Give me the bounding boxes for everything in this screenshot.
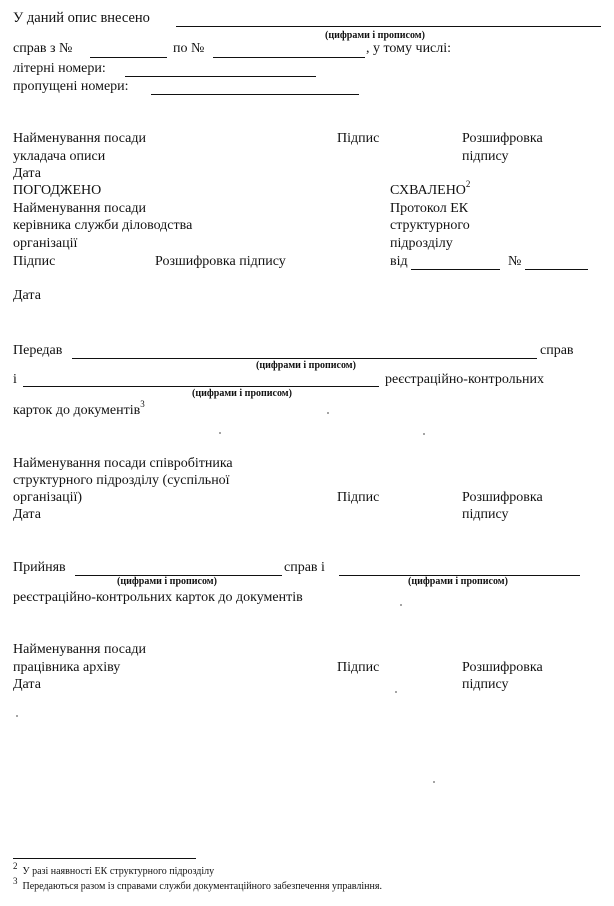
scan-speck (16, 715, 18, 717)
scan-speck (423, 433, 425, 435)
archivist-decoding2: підпису (462, 677, 509, 692)
approved-title-text: СХВАЛЕНО (390, 183, 466, 198)
accepted-caption2: (цифрами і прописом) (408, 576, 508, 587)
intro-caption: (цифрами і прописом) (325, 30, 425, 41)
scan-speck (327, 412, 329, 414)
agreed-title: ПОГОДЖЕНО (13, 183, 102, 198)
accepted-label: Прийняв (13, 560, 66, 575)
approved-title (390, 179, 471, 199)
passed-cases-label: справ (540, 343, 574, 358)
archivist-signature: Підпис (337, 660, 380, 675)
agreed-signature: Підпис (13, 254, 56, 269)
agreed-date: Дата (13, 288, 41, 303)
footnote-3-text: Передаються разом із справами служби документаційного забезпечення управління. (22, 881, 382, 892)
approved-from-label: від (390, 254, 408, 269)
missing-numbers-label: пропущені номери: (13, 79, 129, 94)
cards-line (13, 399, 145, 419)
scan-speck (219, 432, 221, 434)
accepted-cases-and: справ і (284, 560, 325, 575)
archivist-line2: працівника архіву (13, 660, 121, 675)
accepted-caption1: (цифрами і прописом) (117, 576, 217, 587)
employee-line1: Найменування посади співробітника (13, 456, 233, 471)
archivist-decoding: Розшифровка (462, 660, 543, 675)
cards-line-text: карток до документів (13, 403, 141, 418)
cases-to-label: по № (173, 41, 205, 56)
employee-decoding: Розшифровка (462, 490, 543, 505)
cards-caption: (цифрами і прописом) (192, 388, 292, 399)
cases-from-label: справ з № (13, 41, 73, 56)
approved-line3: підрозділу (390, 236, 453, 251)
archivist-line1: Найменування посади (13, 642, 146, 657)
passed-label: Передав (13, 343, 63, 358)
passed-field[interactable] (72, 358, 537, 359)
employee-decoding2: підпису (462, 507, 509, 522)
cards-footnote-ref: 3 (140, 399, 145, 410)
approved-line2: структурного (390, 218, 470, 233)
intro-line1: У даний опис внесено (13, 10, 150, 26)
scan-speck (433, 781, 435, 783)
missing-numbers-field[interactable] (151, 94, 359, 95)
passed-caption: (цифрами і прописом) (256, 360, 356, 371)
footnote-3 (13, 875, 382, 893)
letter-numbers-label: літерні номери: (13, 61, 106, 76)
employee-signature: Підпис (337, 490, 380, 505)
footnote-2-text: У разі наявності ЕК структурного підрозділу (22, 866, 215, 877)
approved-footnote-ref: 2 (465, 179, 471, 190)
footnote-2-num: 2 (13, 860, 18, 871)
footnote-3-num: 3 (13, 875, 18, 886)
archivist-date: Дата (13, 677, 41, 692)
and-label: і (13, 372, 17, 387)
compiler-date: Дата (13, 166, 41, 181)
agreed-line2: керівника служби діловодства (13, 218, 193, 233)
agreed-line3: організації (13, 236, 78, 251)
approved-num-field[interactable] (525, 269, 588, 270)
compiler-decoding: Розшифровка (462, 131, 543, 146)
approved-line1: Протокол ЕК (390, 201, 469, 216)
letter-numbers-field[interactable] (125, 76, 316, 77)
compiler-decoding2: підпису (462, 149, 509, 164)
cards-count-field[interactable] (23, 386, 379, 387)
employee-line2: структурного підрозділу (суспільної (13, 473, 230, 488)
employee-line3: організації) (13, 490, 83, 505)
employee-date: Дата (13, 507, 41, 522)
intro-fill-line[interactable] (176, 26, 601, 27)
agreed-line1: Найменування посади (13, 201, 146, 216)
footnote-2 (13, 860, 215, 878)
agreed-decoding: Розшифровка підпису (155, 254, 286, 269)
approved-num-label: № (508, 254, 522, 269)
reg-cards-label: реєстраційно-контрольних (385, 372, 545, 387)
scan-speck (400, 604, 402, 606)
cases-to-field[interactable] (213, 57, 365, 58)
approved-date-field[interactable] (411, 269, 500, 270)
compiler-signature: Підпис (337, 131, 380, 146)
compiler-position: Найменування посади (13, 131, 146, 146)
footnote-separator (13, 858, 196, 859)
including-label: , у тому числі: (366, 41, 452, 56)
compiler-position2: укладача описи (13, 149, 106, 164)
receive-cards-line: реєстраційно-контрольних карток до документів (13, 590, 303, 605)
scan-speck (395, 691, 397, 693)
cases-from-field[interactable] (90, 57, 167, 58)
